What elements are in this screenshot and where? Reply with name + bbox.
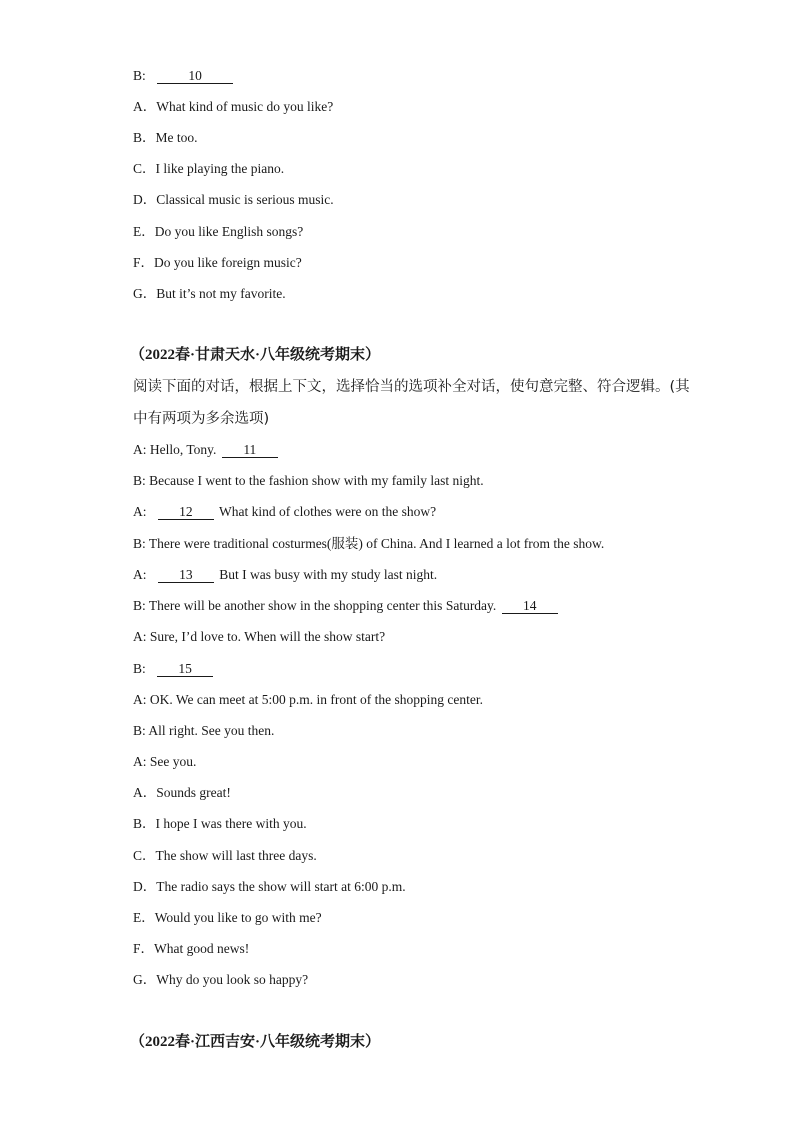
answer-blank-10: 10 <box>157 68 233 84</box>
instruction-line-1: 阅读下面的对话，根据上下文，选择恰当的选项补全对话，使句意完整、符合逻辑。(其 <box>133 379 690 395</box>
dialogue-line-3 <box>133 503 436 521</box>
dialogue-line-11: A: See you. <box>133 754 197 769</box>
dialogue-line-8 <box>133 660 215 678</box>
dialogue-line-7: A: Sure, I’d love to. When will the show start? <box>133 629 386 644</box>
option-f-1: F．Do you like foreign music? <box>133 255 302 270</box>
option-e-1: E．Do you like English songs? <box>133 224 304 239</box>
dialogue-text: A: Hello, Tony. <box>133 442 220 457</box>
option-f-2: F．What good news! <box>133 941 250 956</box>
dialogue-line-2: B: Because I went to the fashion show with my family last night. <box>133 473 484 488</box>
answer-blank-15: 15 <box>157 661 213 677</box>
dialogue-text: B: <box>133 661 150 676</box>
answer-blank-12: 12 <box>158 504 214 520</box>
dialogue-text: A: <box>133 567 150 582</box>
dialogue-line-1 <box>133 441 280 459</box>
dialogue-line-10: B: All right. See you then. <box>133 723 275 738</box>
speaker-label: B: <box>133 68 146 83</box>
section-heading-tianshui: （2022春·甘肃天水·八年级统考期末） <box>130 347 381 363</box>
option-a-1: A．What kind of music do you like? <box>133 99 334 114</box>
dialogue-text: A: <box>133 504 150 519</box>
option-c-2: C．The show will last three days. <box>133 848 317 863</box>
dialogue-line-6 <box>133 597 560 615</box>
dialogue-line-9: A: OK. We can meet at 5:00 p.m. in front of the shopping center. <box>133 692 483 707</box>
option-a-2: A．Sounds great! <box>133 785 231 800</box>
option-g-2: G．Why do you look so happy? <box>133 972 309 987</box>
option-d-1: D．Classical music is serious music. <box>133 192 334 207</box>
dialogue-text: What kind of clothes were on the show? <box>219 504 437 519</box>
option-e-2: E．Would you like to go with me? <box>133 910 322 925</box>
answer-blank-11: 11 <box>222 442 278 458</box>
section-heading-jian: （2022春·江西吉安·八年级统考期末） <box>130 1034 381 1050</box>
option-b-2: B．I hope I was there with you. <box>133 816 307 831</box>
answer-blank-13: 13 <box>158 567 214 583</box>
dialogue-text: But I was busy with my study last night. <box>219 567 438 582</box>
option-d-2: D．The radio says the show will start at 6:00 p.m. <box>133 879 406 894</box>
option-b-1: B．Me too. <box>133 130 198 145</box>
instruction-line-2: 中有两项为多余选项) <box>133 411 270 427</box>
dialogue-text: B: There will be another show in the shopping center this Saturday. <box>133 598 500 613</box>
option-c-1: C．I like playing the piano. <box>133 161 285 176</box>
answer-blank-14: 14 <box>502 598 558 614</box>
answer-line-10 <box>133 67 235 85</box>
dialogue-line-4: B: There were traditional costurmes(服装) of China. And I learned a lot from the show. <box>133 536 605 551</box>
option-g-1: G．But it’s not my favorite. <box>133 286 286 301</box>
dialogue-line-5 <box>133 566 437 584</box>
